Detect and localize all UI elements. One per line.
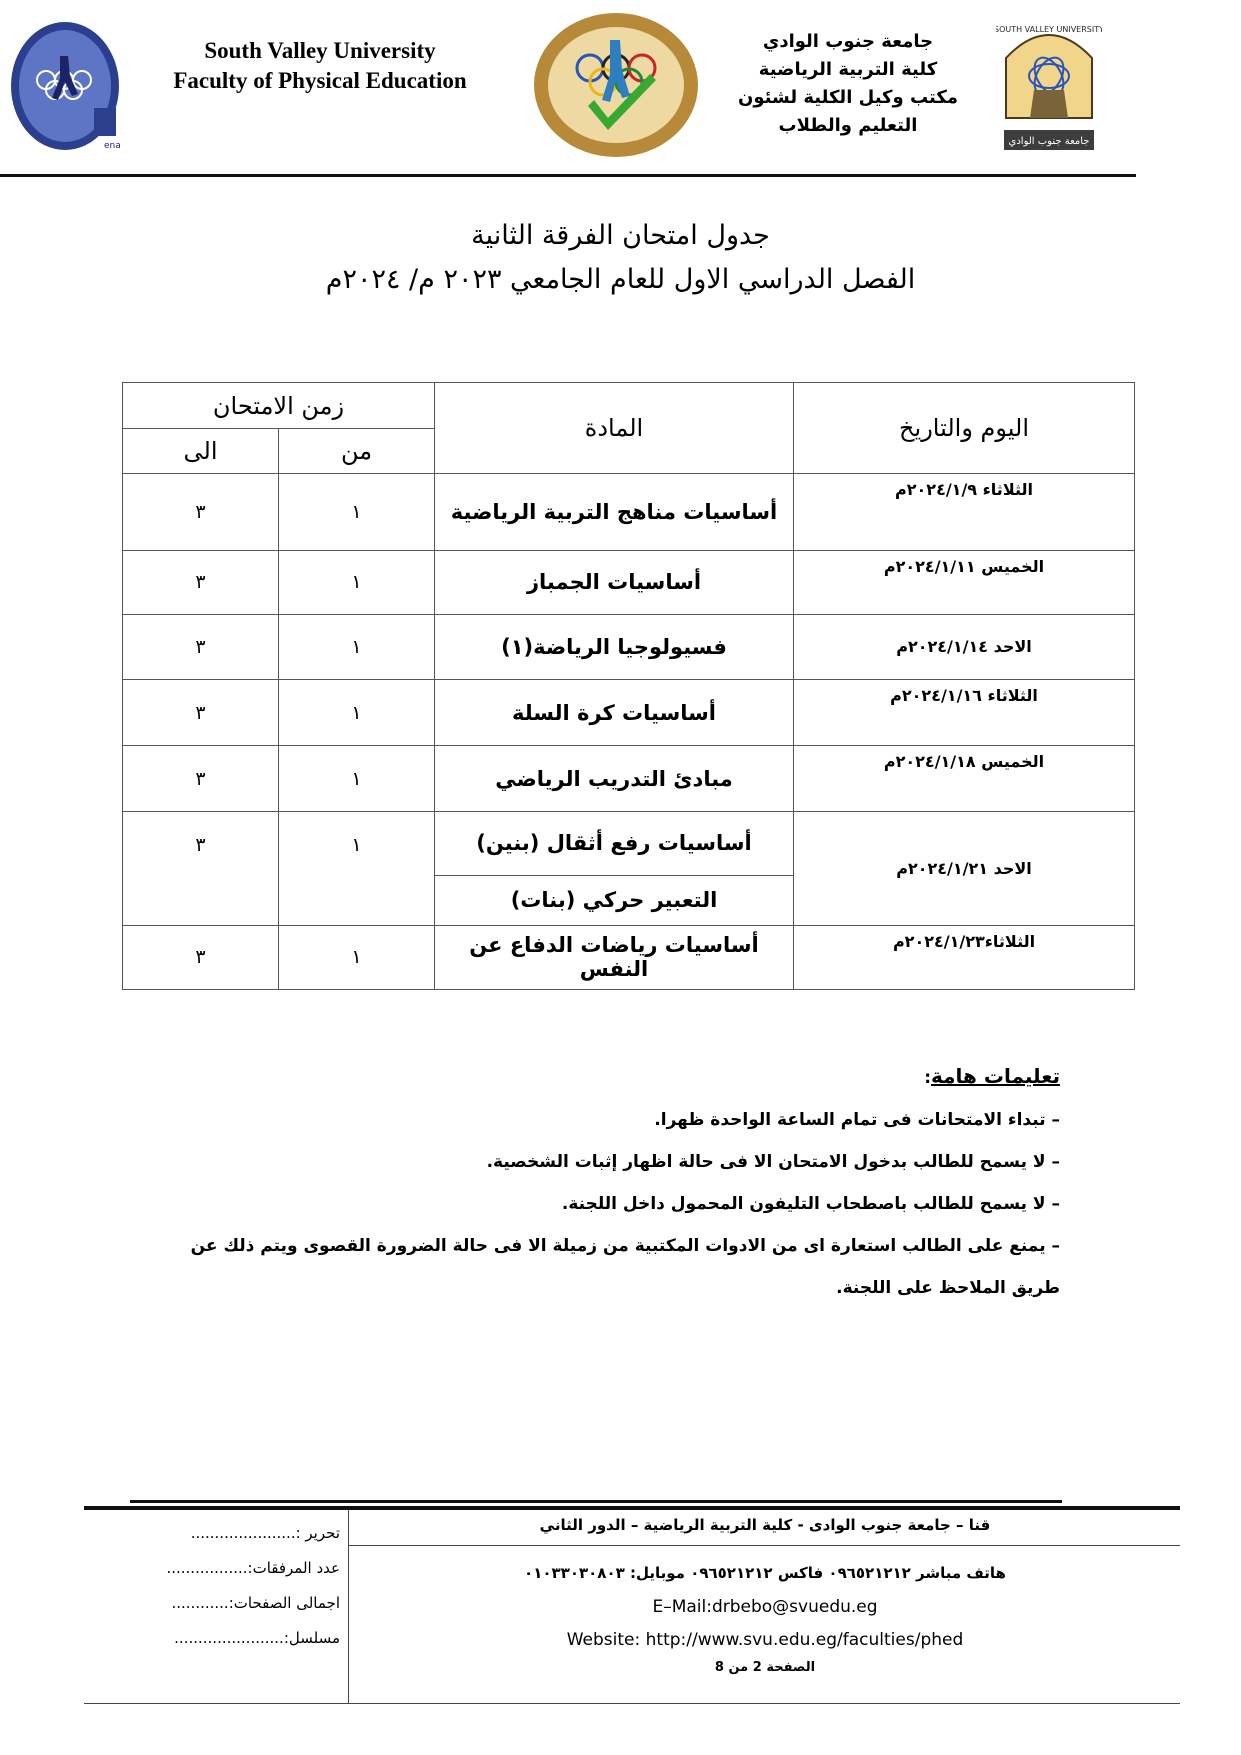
day-date-header: اليوم والتاريخ <box>794 383 1135 474</box>
svg-text:جامعة جنوب الوادي: جامعة جنوب الوادي <box>1008 136 1090 147</box>
subject-cell: أساسيات كرة السلة <box>435 679 794 745</box>
from-header: من <box>279 429 435 474</box>
from-cell: ١ <box>279 614 435 679</box>
subject-cell: التعبير حركي (بنات) <box>435 875 794 925</box>
instruction-item: – لا يسمح للطالب بدخول الامتحان الا فى حالة اظهار إثبات الشخصية. <box>486 1152 1060 1172</box>
subject-header: المادة <box>435 383 794 474</box>
footer-rule-top <box>130 1500 1062 1503</box>
footer-rule-bottom <box>84 1703 1180 1704</box>
table-row <box>123 746 1135 812</box>
table-row <box>123 550 1135 614</box>
field-serial: مسلسل:....................... <box>174 1629 340 1647</box>
footer-email: E–Mail:drbebo@svuedu.eg <box>652 1597 878 1617</box>
to-header: الى <box>123 429 279 474</box>
schedule-title: جدول امتحان الفرقة الثانية <box>471 220 770 251</box>
to-cell: ٣ <box>123 746 279 812</box>
to-cell: ٣ <box>123 474 279 550</box>
to-cell: ٣ <box>123 550 279 614</box>
table-row <box>123 679 1135 745</box>
instruction-item: – يمنع على الطالب استعارة اى من الادوات المكتبية من زميلة الا فى حالة الضرورة القصوى ويتم ذلك عن طريق الملاحظ على اللجنة. <box>190 1236 1060 1298</box>
subject-cell: أساسيات رفع أثقال (بنين) <box>435 812 794 875</box>
to-cell: ٣ <box>123 679 279 745</box>
instruction-item: – تبداء الامتحانات فى تمام الساعة الواحدة ظهرا. <box>654 1110 1060 1130</box>
field-attachments: عدد المرفقات:................. <box>166 1559 340 1577</box>
date-cell: الخميس ٢٠٢٤/١/١٨م <box>794 746 1135 812</box>
footer-admin-fields <box>110 1516 340 1656</box>
instruction-item: – لا يسمح للطالب باصطحاب التليفون المحمول داخل اللجنة. <box>561 1194 1060 1214</box>
ar-line-2: كلية التربية الرياضية <box>758 59 938 80</box>
university-name-ar <box>728 28 968 140</box>
field-total-pages: اجمالى الصفحات:............ <box>171 1594 340 1612</box>
field-editing: تحرير :...................... <box>190 1524 340 1542</box>
exam-time-header: زمن الامتحان <box>123 383 435 429</box>
from-cell: ١ <box>279 746 435 812</box>
svg-text:ena: ena <box>104 141 121 151</box>
table-row <box>123 925 1135 989</box>
subject-cell: أساسيات الجمباز <box>435 550 794 614</box>
subject-cell: أساسيات رياضات الدفاع عن النفس <box>435 925 794 989</box>
date-cell: الاحد ٢٠٢٤/١/٢١م <box>794 812 1135 925</box>
date-cell: الثلاثاء ٢٠٢٤/١/٩م <box>794 474 1135 550</box>
instructions-block: تعليمات هامة: – تبداء الامتحانات فى تمام الساعة الواحدة ظهرا. – لا يسمح للطالب بدخول الامتحان الا فى حالة اظهار إثبات الشخصية. – لا يسمح للطالب باصطحاب التليفون المحمول داخل اللجنة. – يمنع على الطالب استعارة اى من الادوات المكتبية من زميلة الا فى حالة الضرورة القصوى ويتم ذلك عن طريق الملاحظ على اللجنة. <box>140 1055 1060 1309</box>
to-cell: ٣ <box>123 925 279 989</box>
from-cell: ١ <box>279 925 435 989</box>
faculty-emblem-center <box>530 10 702 160</box>
from-cell: ١ <box>279 679 435 745</box>
footer-phone: هاتف مباشر ٠٩٦٥٢١٢١٢ فاكس ٠٩٦٥٢١٢١٢ موبايل: ٠١٠٣٣٠٣٠٨٠٣ <box>524 1564 1006 1582</box>
footer-rule-thick <box>84 1506 1180 1510</box>
footer-page-number: الصفحة 2 من 8 <box>714 1660 816 1675</box>
from-cell: ١ <box>279 474 435 550</box>
to-cell: ٣ <box>123 812 279 925</box>
from-cell: ١ <box>279 550 435 614</box>
footer-divider-vertical <box>348 1510 349 1703</box>
header-divider <box>0 174 1136 177</box>
university-logo-right <box>996 18 1102 158</box>
from-cell: ١ <box>279 812 435 925</box>
to-cell: ٣ <box>123 614 279 679</box>
table-row <box>123 474 1135 550</box>
faculty-logo-left <box>8 16 126 156</box>
date-cell: الثلاثاء٢٠٢٤/١/٢٣م <box>794 925 1135 989</box>
subject-cell: فسيولوجيا الرياضة(١) <box>435 614 794 679</box>
university-en: South Valley University <box>204 38 436 63</box>
ar-line-3: مكتب وكيل الكلية لشئون <box>738 87 958 108</box>
subject-cell: أساسيات مناهج التربية الرياضية <box>435 474 794 550</box>
table-row <box>123 614 1135 679</box>
ar-line-4: التعليم والطلاب <box>778 115 918 136</box>
schedule-subtitle: الفصل الدراسي الاول للعام الجامعي ٢٠٢٣ م/ ٢٠٢٤م <box>325 264 916 295</box>
date-cell: الثلاثاء ٢٠٢٤/١/١٦م <box>794 679 1135 745</box>
date-cell: الاحد ٢٠٢٤/١/١٤م <box>794 614 1135 679</box>
date-cell: الخميس ٢٠٢٤/١/١١م <box>794 550 1135 614</box>
faculty-en: Faculty of Physical Education <box>173 68 467 93</box>
svg-text:SOUTH VALLEY UNIVERSITY: SOUTH VALLEY UNIVERSITY <box>996 25 1102 34</box>
exam-schedule-table <box>122 382 1134 990</box>
university-name-en <box>130 36 510 96</box>
instructions-title: تعليمات هامة <box>931 1064 1060 1088</box>
footer-divider-horizontal <box>349 1545 1180 1546</box>
ar-line-1: جامعة جنوب الوادي <box>762 31 934 52</box>
subject-cell: مبادئ التدريب الرياضي <box>435 746 794 812</box>
footer-website: Website: http://www.svu.edu.eg/faculties/phed <box>566 1630 964 1650</box>
table-row <box>123 812 1135 875</box>
footer-address: قنا – جامعة جنوب الوادى - كلية التربية الرياضية – الدور الثاني <box>539 1516 991 1534</box>
